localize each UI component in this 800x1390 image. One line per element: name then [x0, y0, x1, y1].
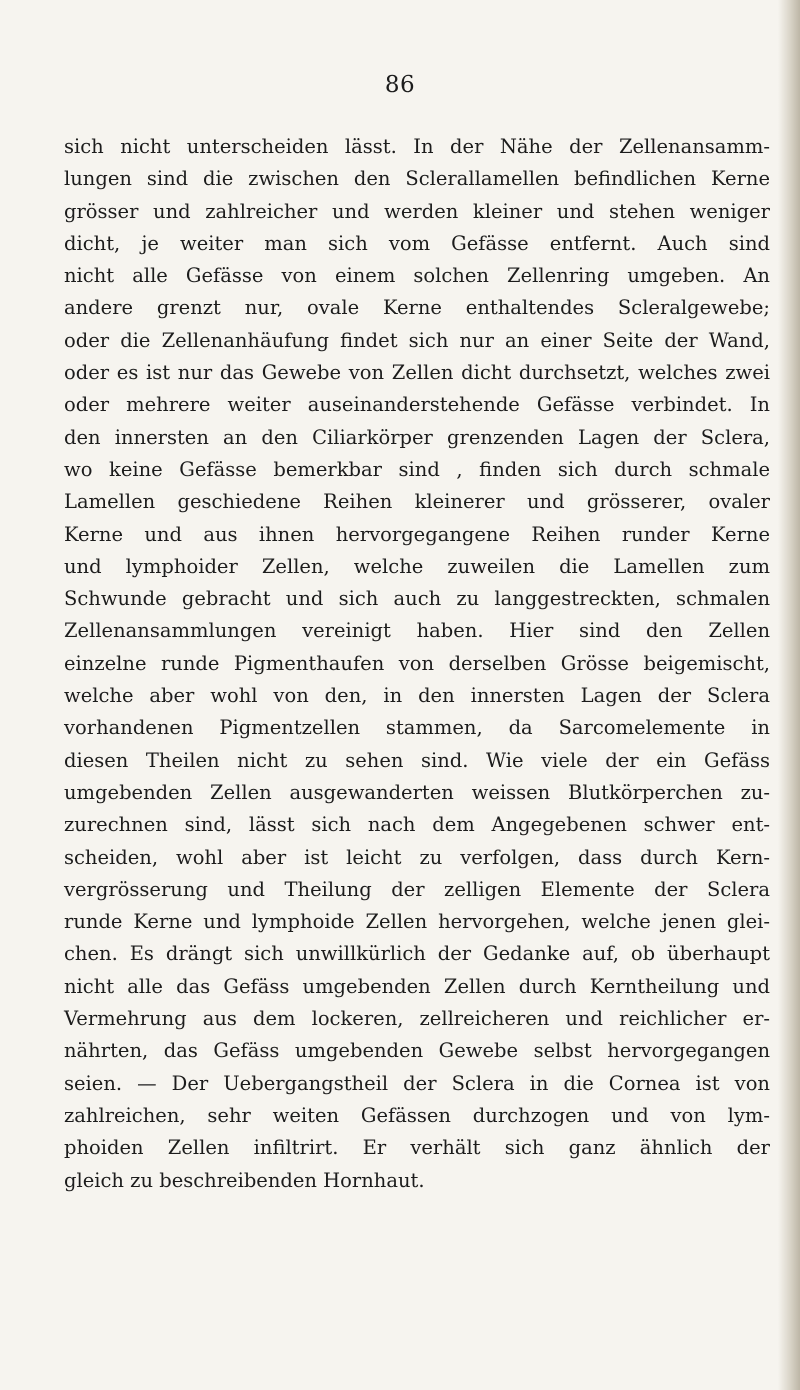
text-line: zurechnen sind, lässt sich nach dem Angegebenen schwer ent- [64, 813, 770, 837]
text-line: lungen sind die zwischen den Sclerallamellen befindlichen Kerne [64, 167, 770, 191]
text-line: oder es ist nur das Gewebe von Zellen dicht durchsetzt, welches zwei [64, 361, 770, 385]
text-line-last: gleich zu beschreibenden Hornhaut. [64, 1168, 425, 1192]
text-line: Schwunde gebracht und sich auch zu langgestreckten, schmalen [64, 587, 770, 611]
text-line: andere grenzt nur, ovale Kerne enthaltendes Scleralgewebe; [64, 296, 770, 320]
text-line: phoiden Zellen infiltrirt. Er verhält sich ganz ähnlich der [64, 1136, 770, 1160]
text-line: grösser und zahlreicher und werden kleiner und stehen weniger [64, 199, 770, 223]
text-line: zahlreichen, sehr weiten Gefässen durchzogen und von lym- [64, 1103, 770, 1127]
text-line: scheiden, wohl aber ist leicht zu verfolgen, dass durch Kern- [64, 845, 770, 869]
text-line: diesen Theilen nicht zu sehen sind. Wie viele der ein Gefäss [64, 748, 770, 772]
text-line: einzelne runde Pigmenthaufen von derselben Grösse beigemischt, [64, 651, 770, 675]
text-line: den innersten an den Ciliarkörper grenzenden Lagen der Sclera, [64, 425, 770, 449]
body-text [64, 131, 770, 1197]
text-line: nicht alle das Gefäss umgebenden Zellen durch Kerntheilung und [64, 974, 770, 998]
text-line: nährten, das Gefäss umgebenden Gewebe selbst hervorgegangen [64, 1039, 770, 1063]
text-line: vergrösserung und Theilung der zelligen Elemente der Sclera [64, 877, 770, 901]
text-line: Zellenansammlungen vereinigt haben. Hier sind den Zellen [64, 619, 770, 643]
text-line: umgebenden Zellen ausgewanderten weissen Blutkörperchen zu- [64, 780, 770, 804]
text-line: oder mehrere weiter auseinanderstehende Gefässe verbindet. In [64, 393, 770, 417]
text-line: runde Kerne und lymphoide Zellen hervorgehen, welche jenen glei- [64, 910, 770, 934]
text-line: dicht, je weiter man sich vom Gefässe entfernt. Auch sind [64, 231, 770, 255]
text-line: wo keine Gefässe bemerkbar sind , finden sich durch schmale [64, 457, 770, 481]
text-line: Vermehrung aus dem lockeren, zellreicheren und reichlicher er- [64, 1007, 770, 1031]
text-line: oder die Zellenanhäufung findet sich nur an einer Seite der Wand, [64, 328, 770, 352]
page-edge-shadow [778, 0, 800, 1390]
text-line: chen. Es drängt sich unwillkürlich der Gedanke auf, ob überhaupt [64, 942, 770, 966]
text-line: vorhandenen Pigmentzellen stammen, da Sarcomelemente in [64, 716, 770, 740]
text-line: und lymphoider Zellen, welche zuweilen die Lamellen zum [64, 554, 770, 578]
text-line: Kerne und aus ihnen hervorgegangene Reihen runder Kerne [64, 522, 770, 546]
text-line: Lamellen geschiedene Reihen kleinerer und grösserer, ovaler [64, 490, 770, 514]
text-line: nicht alle Gefässe von einem solchen Zellenring umgeben. An [64, 264, 770, 288]
page-number: 86 [384, 72, 416, 98]
text-line: seien. — Der Uebergangstheil der Sclera in die Cornea ist von [64, 1071, 770, 1095]
text-line: welche aber wohl von den, in den innersten Lagen der Sclera [64, 684, 770, 708]
text-line: sich nicht unterscheiden lässt. In der Nähe der Zellenansamm- [64, 135, 770, 158]
